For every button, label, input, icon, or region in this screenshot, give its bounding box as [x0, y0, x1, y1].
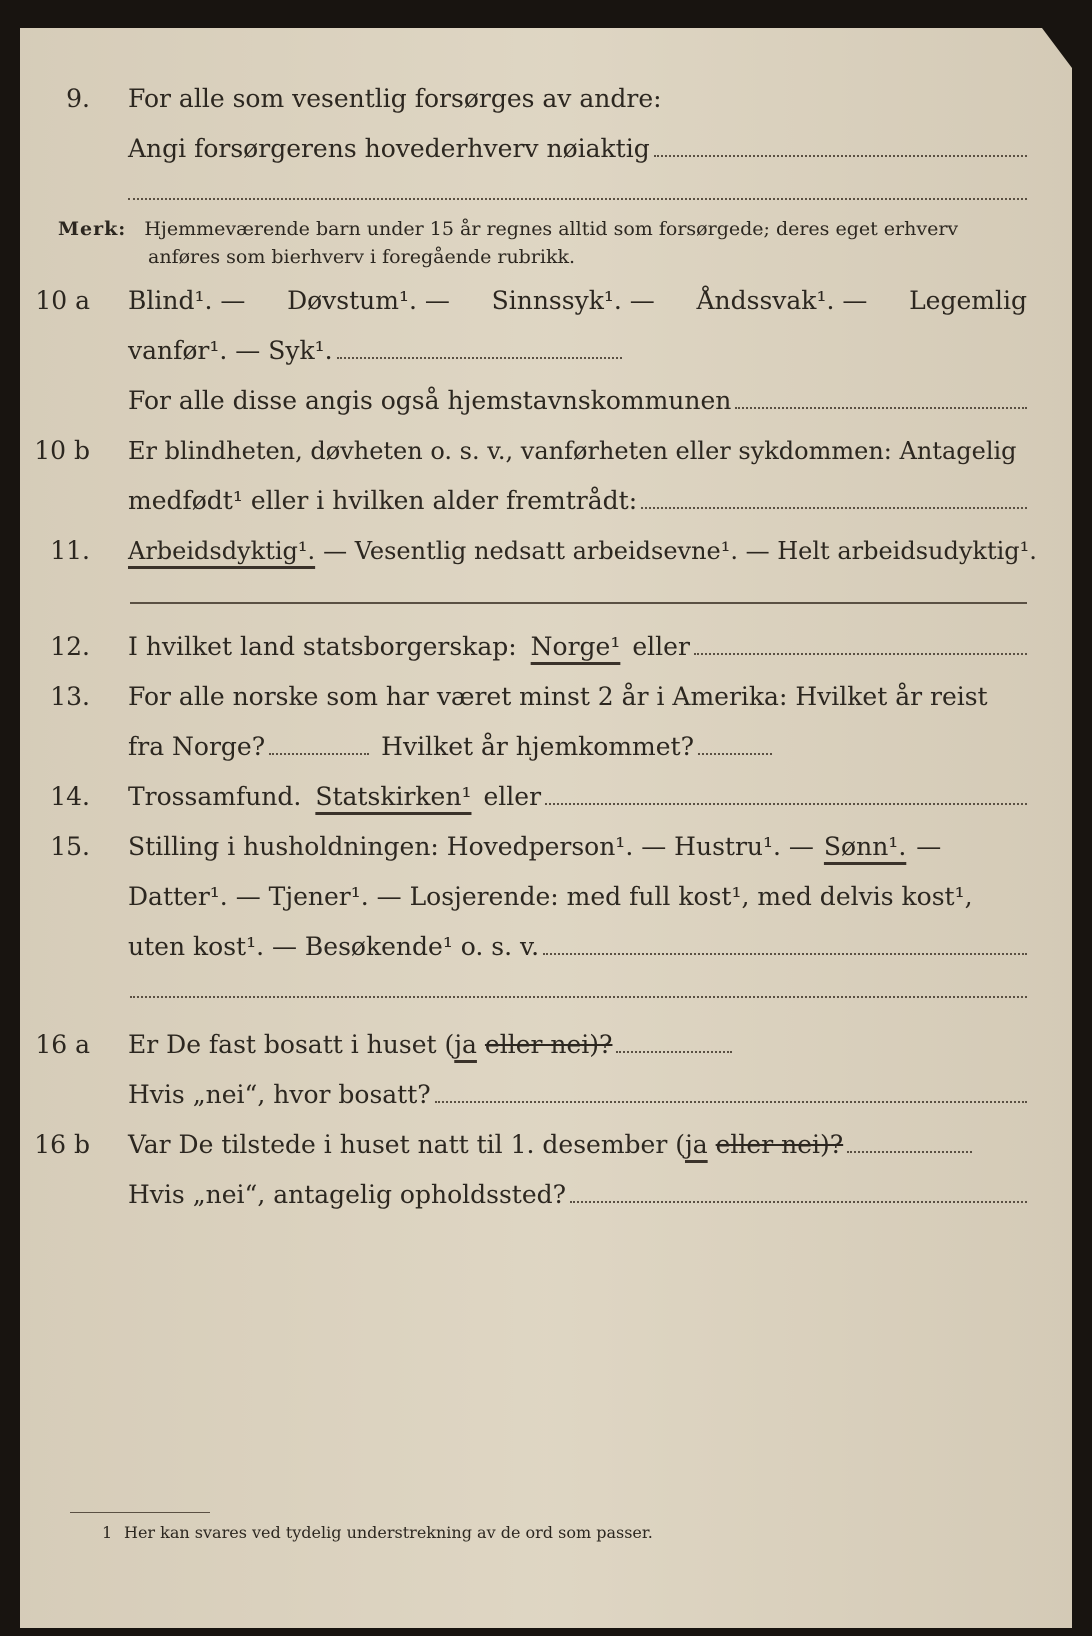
- q15-text1: Stilling i husholdningen: Hovedperson¹. — Hustru¹. —: [128, 832, 814, 861]
- q12-number: 12.: [50, 632, 90, 661]
- q15-text2: Datter¹. — Tjener¹. — Losjerende: med full kost¹, med delvis kost¹,: [128, 882, 973, 911]
- q10b-number: 10 b: [34, 436, 90, 465]
- q11-extra-field[interactable]: [130, 602, 1027, 604]
- q16a-where-field[interactable]: [435, 1081, 1027, 1103]
- footnote-rule: [70, 1512, 210, 1513]
- q11-number: 11.: [50, 536, 90, 565]
- merk-line2: anføres som bierhverv i foregående rubrikk.: [148, 246, 576, 268]
- q16a-number: 16 a: [35, 1030, 90, 1059]
- q13-number: 13.: [50, 682, 90, 711]
- q13-hjemkommet-field[interactable]: [698, 733, 772, 755]
- q16b-field[interactable]: [847, 1131, 972, 1153]
- q15-dash: —: [916, 832, 942, 861]
- q16a-ja-marked: ja: [454, 1030, 477, 1059]
- q15-number: 15.: [50, 832, 90, 861]
- merk-line1: Hjemmeværende barn under 15 år regnes alltid som forsørgede; deres eget erhverv: [144, 218, 959, 240]
- merk-label: Merk:: [58, 218, 127, 240]
- q14-label: Trossamfund.: [128, 782, 302, 811]
- q16a-text: Er De fast bosatt i huset (: [128, 1030, 455, 1059]
- folded-corner: [1042, 28, 1072, 68]
- q15-sonn-marked: Sønn¹.: [823, 832, 907, 861]
- q16b-ja-marked: ja: [684, 1130, 708, 1159]
- q9-number: 9.: [66, 84, 90, 113]
- q9-occupation-label: Angi forsørgerens hovederhverv nøiaktig: [128, 134, 650, 163]
- q16b-struck-eller-nei: eller nei)?: [715, 1130, 844, 1159]
- q10a-blind: Blind¹. —: [128, 286, 246, 315]
- q13-reist-label: fra Norge?: [128, 732, 266, 761]
- q16b-where-label: Hvis „nei“, antagelig opholdssted?: [128, 1180, 567, 1209]
- footnote-text: Her kan svares ved tydelig understrekning av de ord som passer.: [124, 1523, 653, 1542]
- footnote-mark: 1: [102, 1523, 113, 1542]
- q15-field[interactable]: [543, 933, 1027, 955]
- q10b-age-label: medfødt¹ eller i hvilken alder fremtrådt:: [128, 486, 638, 515]
- q16a-struck-eller-nei: eller nei)?: [484, 1030, 613, 1059]
- q13-hjemkommet-label: Hvilket år hjemkommet?: [381, 732, 695, 761]
- q16a-field[interactable]: [616, 1031, 732, 1053]
- q10a-syk-field[interactable]: [337, 337, 622, 359]
- merk-note: [58, 214, 1027, 244]
- q10a-hjemstavn-label: For alle disse angis også hjemstavnskommunen: [128, 386, 732, 415]
- q14-number: 14.: [50, 782, 90, 811]
- q9-extra-field[interactable]: [128, 198, 1027, 200]
- q14-statskirken-marked: Statskirken¹: [315, 782, 472, 811]
- q10a-number: 10 a: [35, 286, 90, 315]
- q10a-andssvak: Åndssvak¹. —: [696, 286, 868, 315]
- q12-eller: eller: [632, 632, 690, 661]
- q13-text: For alle norske som har været minst 2 år i Amerika: Hvilket år reist: [128, 682, 988, 711]
- q11-rest: — Vesentlig nedsatt arbeidsevne¹. — Helt arbeidsudyktig¹.: [323, 537, 1037, 565]
- census-form-page: [20, 28, 1072, 1628]
- q10a-legemlig: Legemlig: [909, 286, 1027, 315]
- q10a-dovstum: Døvstum¹. —: [287, 286, 450, 315]
- q16a-where-label: Hvis „nei“, hvor bosatt?: [128, 1080, 431, 1109]
- q14-eller: eller: [483, 782, 542, 811]
- q13-reist-field[interactable]: [269, 733, 369, 755]
- q10b-age-field[interactable]: [641, 487, 1027, 509]
- q16b-number: 16 b: [34, 1130, 90, 1159]
- q10a-hjemstavn-field[interactable]: [735, 387, 1027, 409]
- q9-text: For alle som vesentlig forsørges av andre:: [128, 84, 662, 113]
- q10b-text: Er blindheten, døvheten o. s. v., vanførheten eller sykdommen: Antagelig: [128, 437, 1017, 465]
- q10a-sinnssyk: Sinnssyk¹. —: [491, 286, 655, 315]
- q12-country-field[interactable]: [694, 633, 1027, 655]
- q12-norge-marked: Norge¹: [530, 632, 621, 661]
- q9-occupation-field[interactable]: [654, 135, 1027, 157]
- q10a-vanfor: vanfør¹. — Syk¹.: [128, 336, 333, 365]
- q15-text3: uten kost¹. — Besøkende¹ o. s. v.: [128, 932, 540, 961]
- q11-arbeidsdyktig-marked: Arbeidsdyktig¹.: [128, 537, 316, 565]
- q14-faith-field[interactable]: [545, 783, 1027, 805]
- q16b-where-field[interactable]: [570, 1181, 1027, 1203]
- q16b-text: Var De tilstede i huset natt til 1. desember (: [128, 1130, 685, 1159]
- q12-label: I hvilket land statsborgerskap:: [128, 632, 517, 661]
- q15-extra-field[interactable]: [130, 996, 1027, 998]
